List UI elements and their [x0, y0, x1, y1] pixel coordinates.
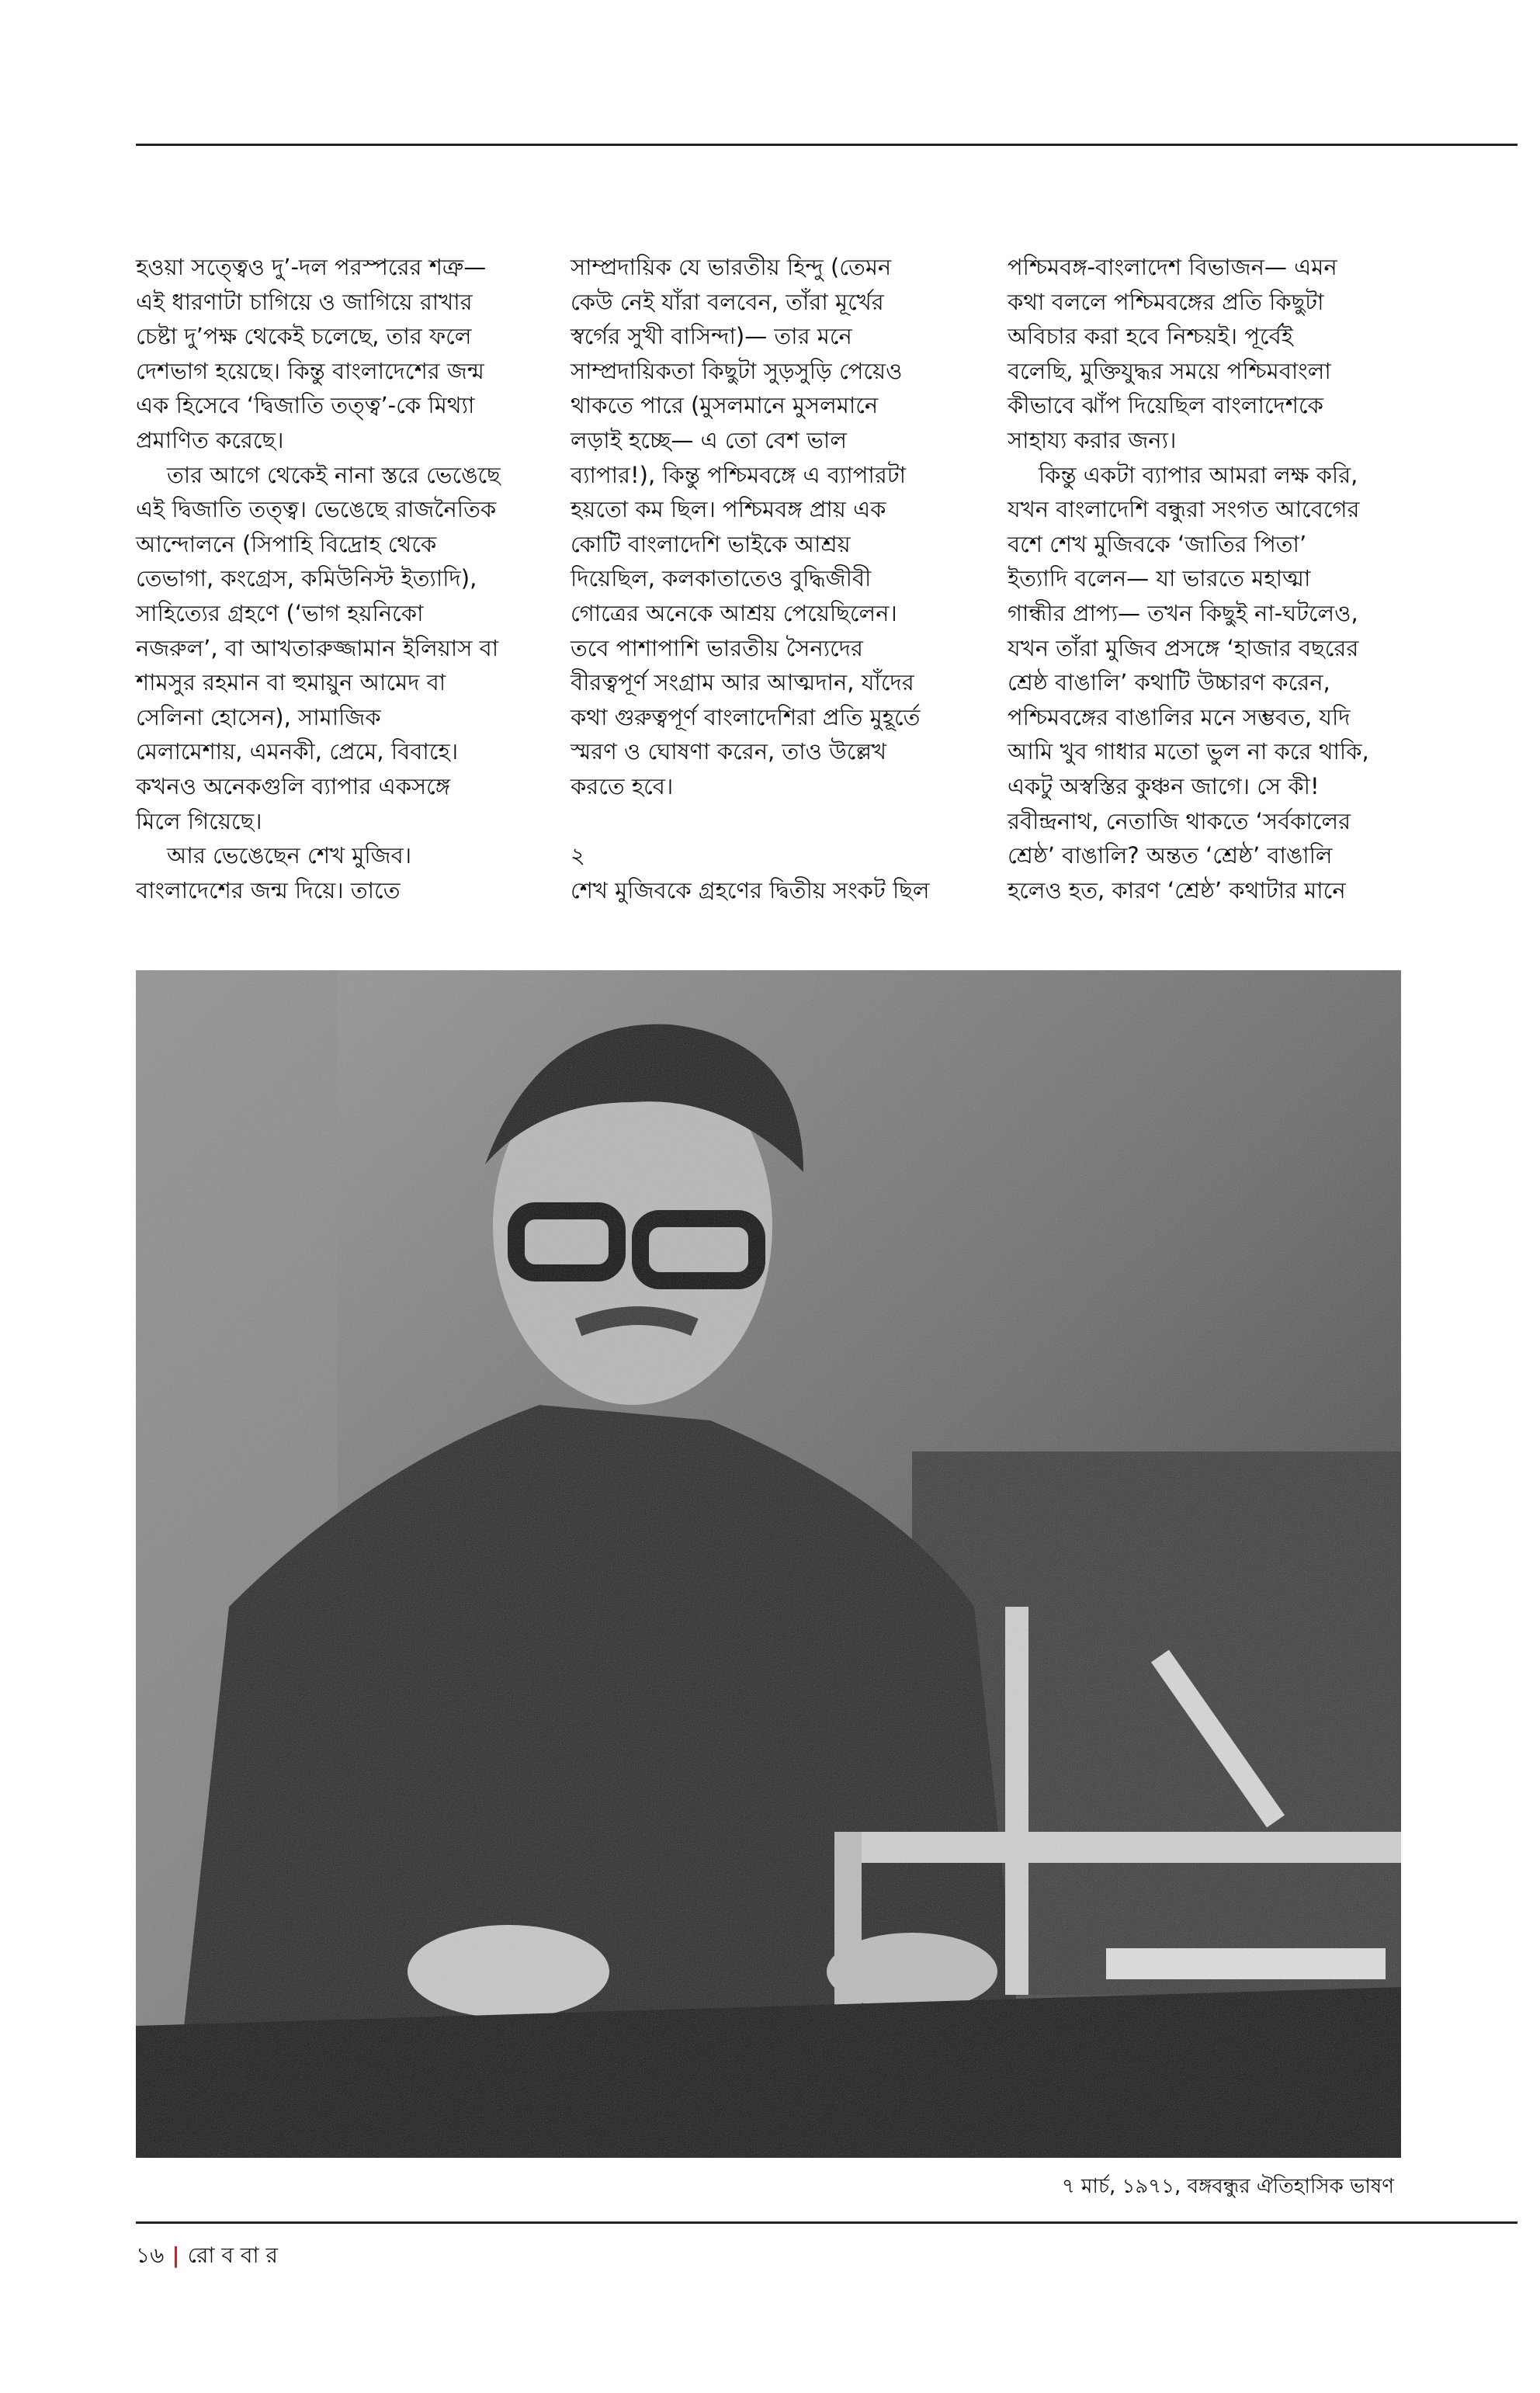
- text-line: পশ্চিমবঙ্গের বাঙালির মনে সম্ভবত, যদি: [1008, 703, 1351, 730]
- text-line: বাংলাদেশের জন্ম দিয়ে। তাতে: [136, 876, 401, 903]
- photo-caption: ৭ মার্চ, ১৯৭১, বঙ্গবন্ধুর ঐতিহাসিক ভাষণ: [1061, 2175, 1394, 2198]
- page-footer: [136, 2239, 278, 2275]
- text-line: নজরুল’, বা আখতারুজ্জামান ইলিয়াস বা: [136, 634, 499, 661]
- text-line: এই দ্বিজাতি তত্ত্ব। ভেঙেছে রাজনৈতিক: [136, 496, 497, 523]
- text-line: রবীন্দ্রনাথ, নেতাজি থাকতে ‘সর্বকালের: [1008, 807, 1351, 834]
- text-line: যখন তাঁরা মুজিব প্রসঙ্গে ‘হাজার বছরের: [1008, 634, 1359, 661]
- text-line: মিলে গিয়েছে।: [136, 807, 262, 834]
- text-line: কখনও অনেকগুলি ব্যাপার একসঙ্গে: [136, 772, 451, 799]
- text-line: পশ্চিমবঙ্গ-বাংলাদেশ বিভাজন— এমন: [1008, 254, 1337, 280]
- text-line: তার আগে থেকেই নানা স্তরে ভেঙেছে: [167, 461, 501, 488]
- footer-separator: |: [172, 2242, 180, 2268]
- text-line: থাকতে পারে (মুসলমানে মুসলমানে: [571, 392, 879, 419]
- text-line: কিন্তু একটা ব্যাপার আমরা লক্ষ করি,: [1039, 461, 1358, 488]
- article-photo: [136, 970, 1401, 2158]
- text-line: ২: [571, 842, 585, 869]
- text-line: লড়াই হচ্ছে— এ তো বেশ ভাল: [571, 426, 847, 453]
- text-line: গোত্রের অনেকে আশ্রয় পেয়েছিলেন।: [571, 599, 897, 626]
- publication-name: রো ব বা র: [187, 2242, 278, 2268]
- text-line: ব্যাপার!), কিন্তু পশ্চিমবঙ্গে এ ব্যাপারটা: [571, 461, 907, 488]
- bottom-rule: [136, 2221, 1517, 2224]
- text-line: স্বর্গের সুখী বাসিন্দা)— তার মনে: [571, 323, 852, 350]
- text-line: যখন বাংলাদেশি বন্ধুরা সংগত আবেগের: [1008, 496, 1360, 523]
- text-line: বীরত্বপূর্ণ সংগ্রাম আর আত্মদান, যাঁদের: [571, 669, 914, 696]
- text-column-1: [136, 250, 555, 907]
- page-number: ১৬: [136, 2242, 165, 2268]
- text-line: সাম্প্রদায়িকতা কিছুটা সুড়সুড়ি পেয়েও: [571, 357, 903, 384]
- text-column-3: [1008, 250, 1427, 907]
- text-line: মেলামেশায়, এমনকী, প্রেমে, বিবাহে।: [136, 738, 459, 765]
- text-line: তবে পাশাপাশি ভারতীয় সৈন্যদের: [571, 634, 863, 661]
- text-line: দেশভাগ হয়েছে। কিন্তু বাংলাদেশের জন্ম: [136, 357, 484, 384]
- text-line: অবিচার করা হবে নিশ্চয়ই। পূর্বেই: [1008, 323, 1293, 350]
- top-rule: [136, 144, 1517, 146]
- text-line: আন্দোলনে (সিপাহি বিদ্রোহ থেকে: [136, 530, 437, 557]
- text-line: কথা গুরুত্বপূর্ণ বাংলাদেশিরা প্রতি মুহূর্তে: [571, 703, 921, 730]
- text-line: সাম্প্রদায়িক যে ভারতীয় হিন্দু (তেমন: [571, 254, 892, 280]
- speaker-photo-illustration: [136, 970, 1401, 2158]
- text-line: দিয়েছিল, কলকাতাতেও বুদ্ধিজীবী: [571, 565, 872, 592]
- paragraph-gap: [571, 804, 990, 839]
- text-line: কীভাবে ঝাঁপ দিয়েছিল বাংলাদেশকে: [1008, 392, 1323, 419]
- text-line: হওয়া সত্ত্বেও দু’-দল পরস্পরের শত্রু—: [136, 254, 487, 280]
- text-column-2: [571, 250, 990, 907]
- text-line: হয়তো কম ছিল। পশ্চিমবঙ্গ প্রায় এক: [571, 496, 886, 523]
- text-line: তেভাগা, কংগ্রেস, কমিউনিস্ট ইত্যাদি),: [136, 565, 477, 592]
- text-line: বশে শেখ মুজিবকে ‘জাতির পিতা’: [1008, 530, 1307, 557]
- text-line: শ্রেষ্ঠ বাঙালি’ কথাটি উচ্চারণ করেন,: [1008, 669, 1330, 696]
- text-line: সেলিনা হোসেন), সামাজিক: [136, 703, 381, 730]
- text-line: চেষ্টা দু’পক্ষ থেকেই চলেছে, তার ফলে: [136, 323, 472, 350]
- text-line: একটু অস্বস্তির কুঞ্চন জাগে। সে কী!: [1008, 772, 1320, 799]
- text-line: ইত্যাদি বলেন— যা ভারতে মহাত্মা: [1008, 565, 1311, 592]
- text-line: এই ধারণাটা চাগিয়ে ও জাগিয়ে রাখার: [136, 288, 473, 315]
- text-line: কথা বললে পশ্চিমবঙ্গের প্রতি কিছুটা: [1008, 288, 1324, 315]
- text-line: গান্ধীর প্রাপ্য— তখন কিছুই না-ঘটলেও,: [1008, 599, 1358, 626]
- text-line: আর ভেঙেছেন শেখ মুজিব।: [167, 842, 412, 869]
- text-line: সাহায্য করার জন্য।: [1008, 426, 1177, 453]
- text-line: এক হিসেবে ‘দ্বিজাতি তত্ত্ব’-কে মিথ্যা: [136, 392, 475, 419]
- text-line: শ্রেষ্ঠ’ বাঙালি? অন্তত ‘শ্রেষ্ঠ’ বাঙালি: [1008, 842, 1333, 869]
- text-line: শেখ মুজিবকে গ্রহণের দ্বিতীয় সংকট ছিল: [571, 876, 930, 903]
- text-line: বলেছি, মুক্তিযুদ্ধর সময়ে পশ্চিমবাংলা: [1008, 357, 1331, 384]
- text-line: স্মরণ ও ঘোষণা করেন, তাও উল্লেখ: [571, 738, 887, 765]
- text-line: করতে হবে।: [571, 772, 674, 799]
- text-line: হলেও হত, কারণ ‘শ্রেষ্ঠ’ কথাটার মানে: [1008, 876, 1346, 903]
- text-line: আমি খুব গাধার মতো ভুল না করে থাকি,: [1008, 738, 1369, 765]
- text-line: সাহিত্যের গ্রহণে (‘ভাগ হয়নিকো: [136, 599, 424, 626]
- text-line: কোটি বাংলাদেশি ভাইকে আশ্রয়: [571, 530, 851, 557]
- text-line: প্রমাণিত করেছে।: [136, 426, 284, 453]
- text-line: শামসুর রহমান বা হুমায়ুন আমেদ বা: [136, 669, 446, 696]
- text-line: কেউ নেই যাঁরা বলবেন, তাঁরা মূর্খের: [571, 288, 884, 315]
